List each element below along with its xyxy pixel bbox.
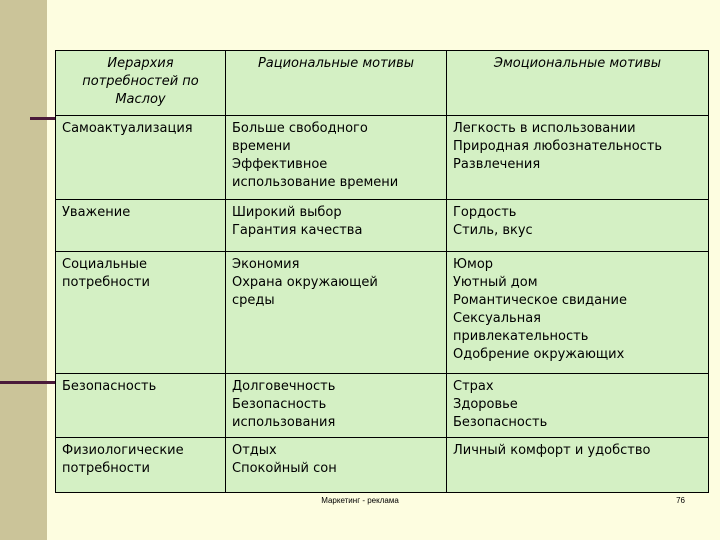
cell-line: Романтическое свидание [453, 293, 628, 308]
cell-line: привлекательность [453, 329, 589, 344]
header-line: потребностей по [82, 74, 199, 89]
cell-line: Гордость [453, 205, 517, 220]
cell-line: Экономия [232, 257, 300, 272]
cell-level [56, 374, 226, 438]
cell-line: Больше свободного [232, 121, 368, 136]
cell-emotional [447, 374, 709, 438]
table-row [56, 200, 709, 252]
cell-rational [226, 252, 447, 374]
cell-line: Охрана окружающей [232, 275, 378, 290]
accent-line-bottom [0, 381, 55, 384]
header-line: Маслоу [115, 92, 166, 107]
cell-line: Уважение [62, 205, 131, 220]
cell-line: Физиологические [62, 443, 184, 458]
header-rational [226, 51, 447, 116]
cell-line: потребности [62, 461, 150, 476]
cell-line: Природная любознательность [453, 139, 663, 154]
cell-line: Самоактуализация [62, 121, 193, 136]
cell-line: Безопасность [453, 415, 548, 430]
cell-emotional [447, 438, 709, 493]
cell-line: Стиль, вкус [453, 223, 533, 238]
cell-line: Здоровье [453, 397, 518, 412]
cell-rational [226, 116, 447, 200]
cell-line: Отдых [232, 443, 277, 458]
cell-line: Страх [453, 379, 494, 394]
cell-line: Широкий выбор [232, 205, 342, 220]
cell-line: Уютный дом [453, 275, 538, 290]
table-row [56, 116, 709, 200]
cell-emotional [447, 252, 709, 374]
table-row [56, 438, 709, 493]
cell-level [56, 252, 226, 374]
cell-line: Легкость в использовании [453, 121, 636, 136]
motives-table [55, 50, 709, 493]
cell-rational [226, 200, 447, 252]
header-line: Эмоциональные мотивы [493, 56, 662, 71]
header-line: Иерархия [107, 56, 174, 71]
table-row [56, 252, 709, 374]
cell-line: Сексуальная [453, 311, 541, 326]
cell-line: Юмор [453, 257, 494, 272]
cell-rational [226, 438, 447, 493]
cell-level [56, 438, 226, 493]
cell-line: потребности [62, 275, 150, 290]
cell-line: использование времени [232, 175, 399, 190]
cell-line: времени [232, 139, 291, 154]
cell-line: Развлечения [453, 157, 541, 172]
page-number: 76 [676, 496, 685, 505]
cell-line: Социальные [62, 257, 148, 272]
left-decorative-band [0, 0, 47, 540]
cell-line: Эффективное [232, 157, 328, 172]
header-hierarchy [56, 51, 226, 116]
header-line: Рациональные мотивы [257, 56, 415, 71]
cell-line: использования [232, 415, 336, 430]
cell-line: среды [232, 293, 275, 308]
cell-line: Безопасность [62, 379, 157, 394]
cell-level [56, 116, 226, 200]
cell-line: Личный комфорт и удобство [453, 443, 651, 458]
cell-line: Безопасность [232, 397, 327, 412]
cell-line: Спокойный сон [232, 461, 337, 476]
cell-rational [226, 374, 447, 438]
header-row [56, 51, 709, 116]
cell-emotional [447, 200, 709, 252]
cell-emotional [447, 116, 709, 200]
footer-caption: Маркетинг - реклама [321, 496, 399, 505]
accent-line-top [30, 117, 55, 120]
cell-line: Одобрение окружающих [453, 347, 625, 362]
cell-line: Долговечность [232, 379, 336, 394]
cell-level [56, 200, 226, 252]
table-row [56, 374, 709, 438]
header-emotional [447, 51, 709, 116]
cell-line: Гарантия качества [232, 223, 363, 238]
